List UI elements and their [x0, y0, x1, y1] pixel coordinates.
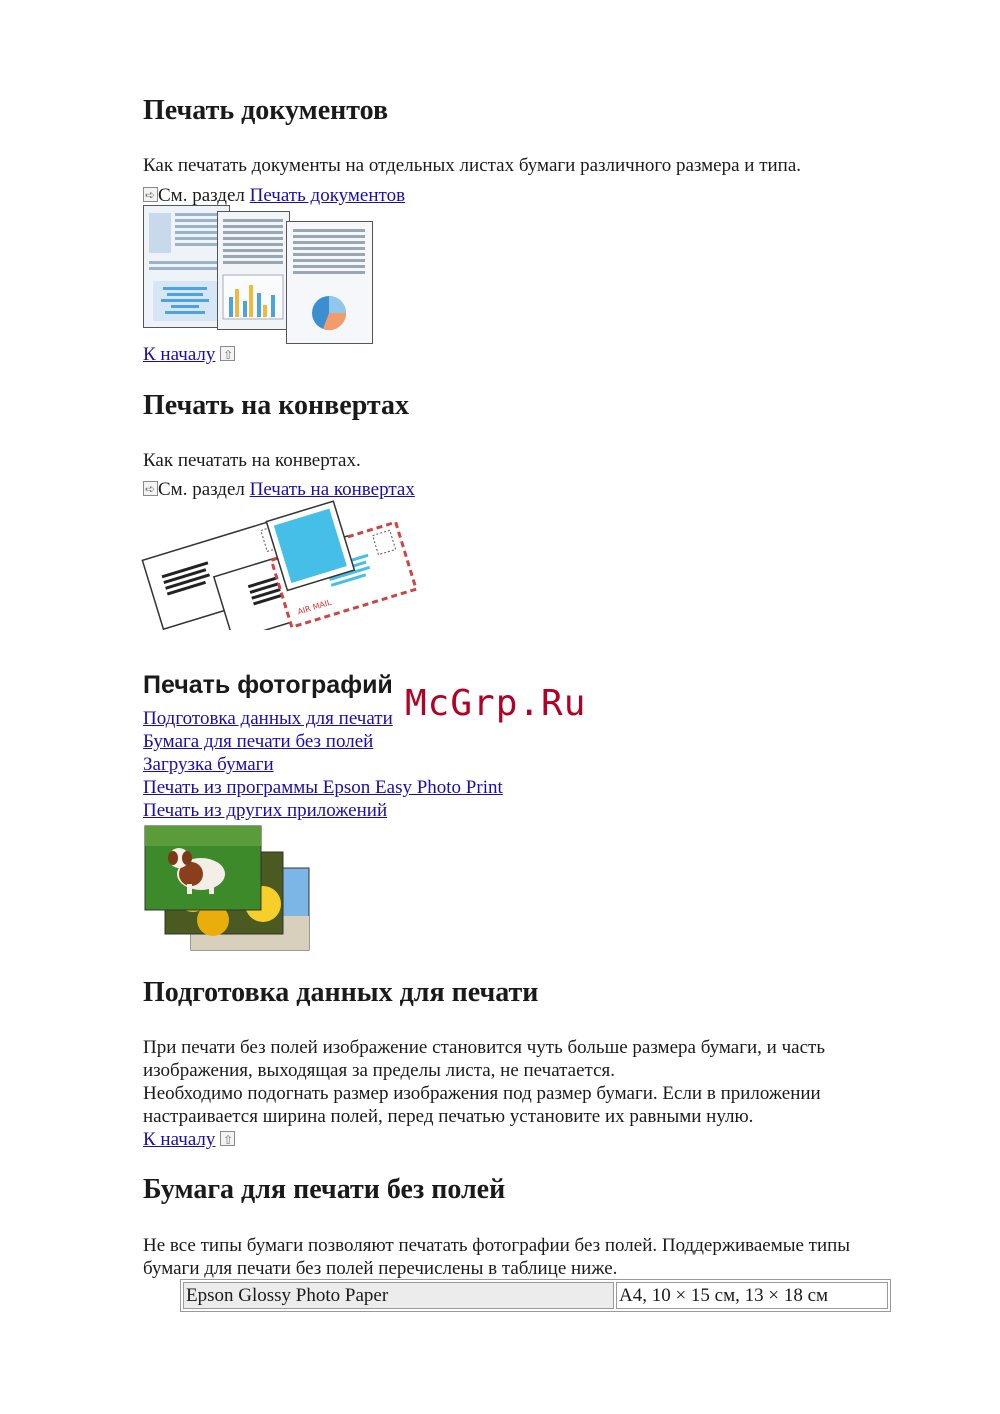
borderless-heading: Бумага для печати без полей: [143, 1174, 506, 1205]
borderless-line: бумаги для печати без полей перечислены в таблице ниже.: [143, 1258, 618, 1279]
arrow-up-icon[interactable]: [220, 346, 235, 361]
borderless-line: Не все типы бумаги позволяют печатать фотографии без полей. Поддерживаемые типы: [143, 1235, 851, 1256]
back-to-top-2: [143, 1128, 235, 1151]
link-prepare-data[interactable]: Подготовка данных для печати: [143, 708, 393, 729]
back-to-top-link[interactable]: К началу: [143, 344, 216, 365]
prepare-line: Необходимо подогнать размер изображения под размер бумаги. Если в приложении: [143, 1083, 821, 1104]
paper-type-cell: Epson Glossy Photo Paper: [183, 1282, 614, 1309]
table-row: [183, 1282, 888, 1309]
prepare-heading: Подготовка данных для печати: [143, 977, 539, 1008]
envelopes-heading: Печать на конвертах: [143, 390, 410, 421]
link-easy-photo-print[interactable]: Печать из программы Epson Easy Photo Print: [143, 777, 503, 798]
arrow-right-icon: [143, 481, 158, 496]
prepare-line: изображения, выходящая за пределы листа, не печатается.: [143, 1060, 615, 1081]
documents-illustration: [143, 205, 375, 345]
paper-sizes-cell: A4, 10 × 15 см, 13 × 18 см: [616, 1282, 888, 1309]
borderless-paper-table: [180, 1279, 891, 1312]
arrow-up-icon[interactable]: [220, 1131, 235, 1146]
link-load-paper[interactable]: Загрузка бумаги: [143, 754, 274, 775]
link-borderless-paper[interactable]: Бумага для печати без полей: [143, 731, 374, 752]
link-other-apps[interactable]: Печать из других приложений: [143, 800, 388, 821]
documents-heading: Печать документов: [143, 95, 389, 126]
photos-links: [143, 707, 503, 822]
back-to-top-1: [143, 343, 235, 366]
documents-see-line: [143, 184, 405, 207]
envelopes-illustration: [140, 498, 420, 630]
documents-description: Как печатать документы на отдельных листах бумаги различного размера и типа.: [143, 155, 802, 176]
photos-illustration: [143, 824, 311, 952]
borderless-text: [143, 1234, 850, 1280]
air-mail-stamp: AIR MAIL: [296, 597, 333, 617]
prepare-line: При печати без полей изображение становится чуть больше размера бумаги, и часть: [143, 1037, 825, 1058]
prepare-text: [143, 1036, 825, 1128]
see-prefix: См. раздел: [158, 479, 250, 500]
back-to-top-link[interactable]: К началу: [143, 1129, 216, 1150]
prepare-line: настраивается ширина полей, перед печатью установите их равными нулю.: [143, 1106, 754, 1127]
see-prefix: См. раздел: [158, 185, 250, 206]
arrow-right-icon: [143, 187, 158, 202]
documents-link[interactable]: Печать документов: [249, 185, 406, 206]
watermark: McGrp.Ru: [405, 683, 587, 724]
photos-heading: Печать фотографий: [143, 671, 393, 699]
envelopes-link[interactable]: Печать на конвертах: [249, 479, 415, 500]
envelopes-description: Как печатать на конвертах.: [143, 450, 361, 471]
